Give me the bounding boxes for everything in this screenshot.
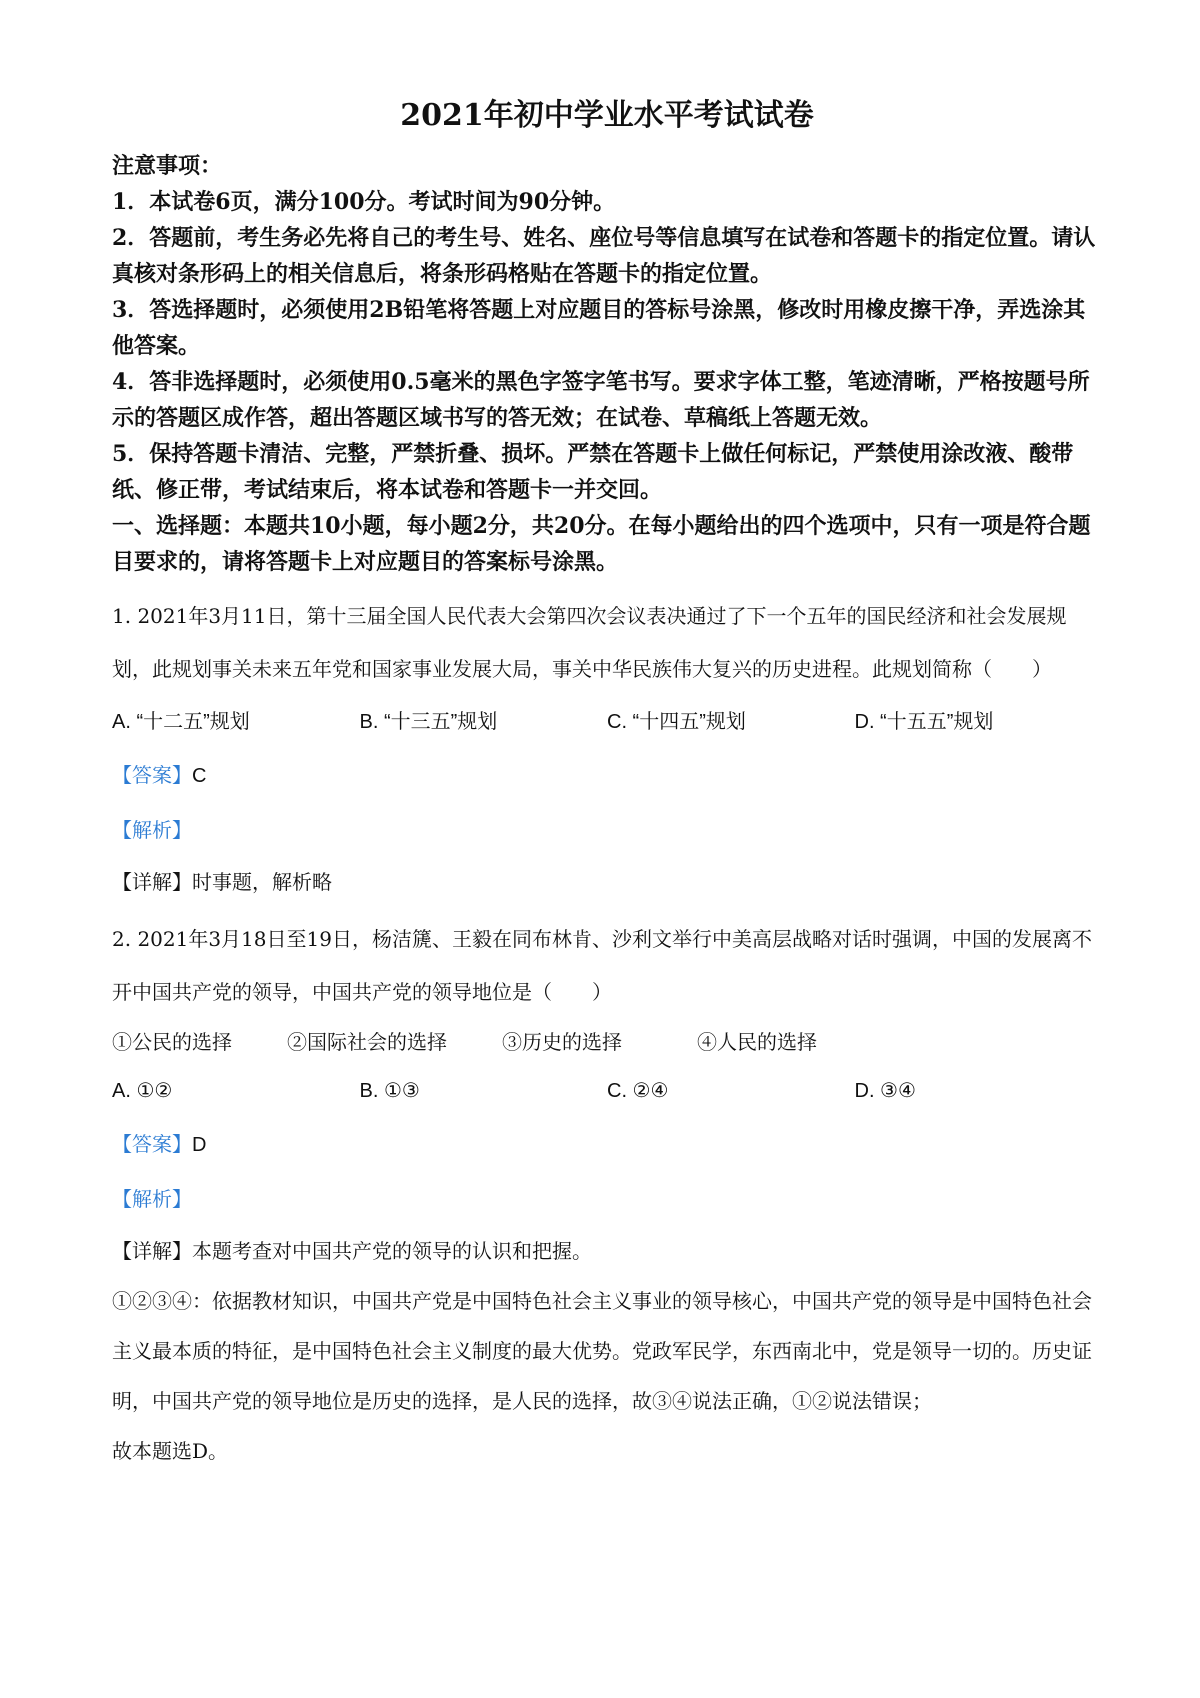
option-d: D. ③④ (854, 1080, 916, 1102)
option-c: C. ②④ (607, 1080, 669, 1102)
exam-title: 2021年初中学业水平考试试卷 (400, 98, 814, 133)
question-stem: 2. 2021年3月18日至19日，杨洁篪、王毅在同布林肯、沙利文举行中美高层战略对话时强调，中国的发展离不开中国共产党的领导，中国共产党的领导地位是（ ） (112, 927, 1092, 1004)
question-1 (112, 590, 1102, 907)
answer-value: D (192, 1134, 207, 1156)
exam-page (112, 96, 1102, 1476)
option-b: B. ①③ (359, 1080, 420, 1102)
statement-item: ③历史的选择 (502, 1030, 622, 1054)
notice-item: 2．答题前，考生务必先将自己的考生号、姓名、座位号等信息填写在试卷和答题卡的指定位置。请认真核对条形码上的相关信息后，将条形码格贴在答题卡的指定位置。 (112, 225, 1096, 287)
answer-tag: 【答案】 (112, 763, 192, 787)
option-c: C. “十四五”规划 (607, 711, 746, 733)
notice-item: 5．保持答题卡清洁、完整，严禁折叠、损坏。严禁在答题卡上做任何标记，严禁使用涂改液、酸带纸、修正带，考试结束后，将本试卷和答题卡一并交回。 (112, 441, 1074, 503)
analysis-tag: 【解析】 (112, 1187, 192, 1211)
analysis-line (112, 803, 1102, 857)
question-2 (112, 913, 1102, 1476)
notice-item: 1．本试卷6页，满分100分。考试时间为90分钟。 (112, 189, 616, 215)
option-a: A. “十二五”规划 (112, 711, 250, 733)
option-b: B. “十三五”规划 (359, 711, 498, 733)
explanation-paragraph: ①②③④：依据教材知识，中国共产党是中国特色社会主义事业的领导核心，中国共产党的领导是中国特色社会主义最本质的特征，是中国特色社会主义制度的最大优势。党政军民学，东西南北中，党是领导一切的。历史证明，中国共产党的领导地位是历史的选择，是人民的选择，故③④说法正确，①②说法错误； (112, 1289, 1092, 1413)
conclusion-line: 故本题选D。 (112, 1439, 229, 1463)
statement-list (112, 1019, 1102, 1065)
statement-item: ④人民的选择 (697, 1030, 817, 1054)
notice-heading: 注意事项： (112, 153, 223, 179)
statement-item: ②国际社会的选择 (287, 1030, 447, 1054)
analysis-tag: 【解析】 (112, 818, 192, 842)
notice-section (112, 148, 1102, 580)
statement-item: ①公民的选择 (112, 1030, 232, 1054)
detail-text: 时事题，解析略 (192, 870, 332, 894)
notice-item: 3．答选择题时，必须使用2B铅笔将答题上对应题目的答标号涂黑，修改时用橡皮擦干净，弄选涂其他答案。 (112, 297, 1086, 359)
notice-item: 4．答非选择题时，必须使用0.5毫米的黑色字签字笔书写。要求字体工整，笔迹清晰，严格按题号所示的答题区成作答，超出答题区域书写的答无效；在试卷、草稿纸上答题无效。 (112, 369, 1090, 431)
answer-tag: 【答案】 (112, 1132, 192, 1156)
option-d: D. “十五五”规划 (854, 711, 994, 733)
answer-line (112, 748, 1102, 803)
answer-line (112, 1117, 1102, 1172)
answer-value: C (192, 765, 207, 787)
detail-line (112, 1226, 1102, 1276)
section-instructions: 一、选择题：本题共10小题，每小题2分，共20分。在每小题给出的四个选项中，只有一项是符合题目要求的，请将答题卡上对应题目的答案标号涂黑。 (112, 513, 1091, 575)
detail-line (112, 857, 1102, 907)
option-list (112, 1065, 1102, 1117)
option-list (112, 696, 1102, 748)
detail-tag: 【详解】 (112, 1239, 192, 1263)
detail-tag: 【详解】 (112, 870, 192, 894)
option-a: A. ①② (112, 1080, 173, 1102)
question-stem: 1. 2021年3月11日，第十三届全国人民代表大会第四次会议表决通过了下一个五年的国民经济和社会发展规划，此规划事关未来五年党和国家事业发展大局，事关中华民族伟大复兴的历史进程。此规划简称（ ） (112, 604, 1067, 681)
detail-text: 本题考查对中国共产党的领导的认识和把握。 (192, 1239, 592, 1263)
analysis-line (112, 1172, 1102, 1226)
